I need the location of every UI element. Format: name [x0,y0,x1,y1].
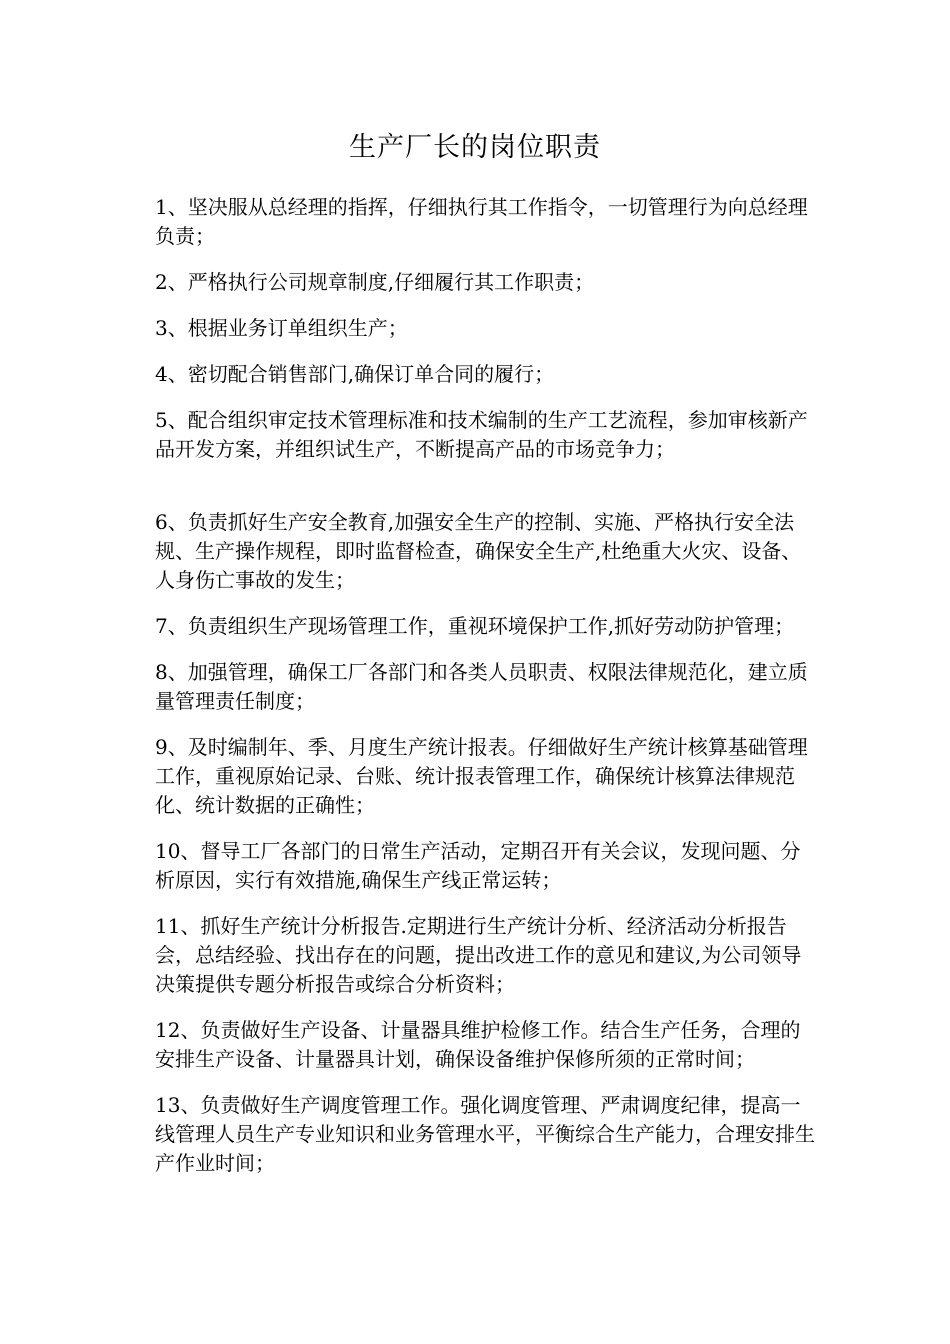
duty-item-12: 12、负责做好生产设备、计量器具维护检修工作。结合生产任务，合理的安排生产设备、计量器具计划，确保设备维护保修所须的正常时间； [155,1018,801,1071]
duty-item-10: 10、督导工厂各部门的日常生产活动，定期召开有关会议，发现问题、分析原因，实行有效措施,确保生产线正常运转； [155,839,801,892]
document-body [155,193,815,1195]
duty-item-13: 13、负责做好生产调度管理工作。强化调度管理、严肃调度纪律，提高一线管理人员生产专业知识和业务管理水平，平衡综合生产能力，合理安排生产作业时间； [155,1093,815,1175]
duty-item-6: 6、负责抓好生产安全教育,加强安全生产的控制、实施、严格执行安全法规、生产操作规程，即时监督检查，确保安全生产,杜绝重大火灾、设备、人身伤亡事故的发生； [155,510,802,592]
duty-item-11: 11、抓好生产统计分析报告.定期进行生产统计分析、经济活动分析报告会，总结经验、找出存在的问题，提出改进工作的意见和建议,为公司领导决策提供专题分析报告或综合分析资料； [155,914,802,996]
duty-item-1: 1、坚决服从总经理的指挥，仔细执行其工作指令，一切管理行为向总经理负责； [155,195,808,248]
document-title: 生产厂长的岗位职责 [349,132,601,163]
duty-item-5: 5、配合组织审定技术管理标准和技术编制的生产工艺流程，参加审核新产品开发方案，并组织试生产，不断提高产品的市场竞争力； [155,408,808,461]
duty-item-4: 4、密切配合销售部门,确保订单合同的履行； [155,362,555,386]
duty-item-2: 2、严格执行公司规章制度,仔细履行其工作职责； [155,270,595,294]
duty-item-7: 7、负责组织生产现场管理工作，重视环境保护工作,抓好劳动防护管理； [155,614,795,638]
duty-item-9: 9、及时编制年、季、月度生产统计报表。仔细做好生产统计核算基础管理工作，重视原始记录、台账、统计报表管理工作，确保统计核算法律规范化、统计数据的正确性； [155,735,808,817]
duty-item-8: 8、加强管理，确保工厂各部门和各类人员职责、权限法律规范化，建立质量管理责任制度； [155,660,808,713]
duty-item-3: 3、根据业务订单组织生产； [155,316,408,340]
